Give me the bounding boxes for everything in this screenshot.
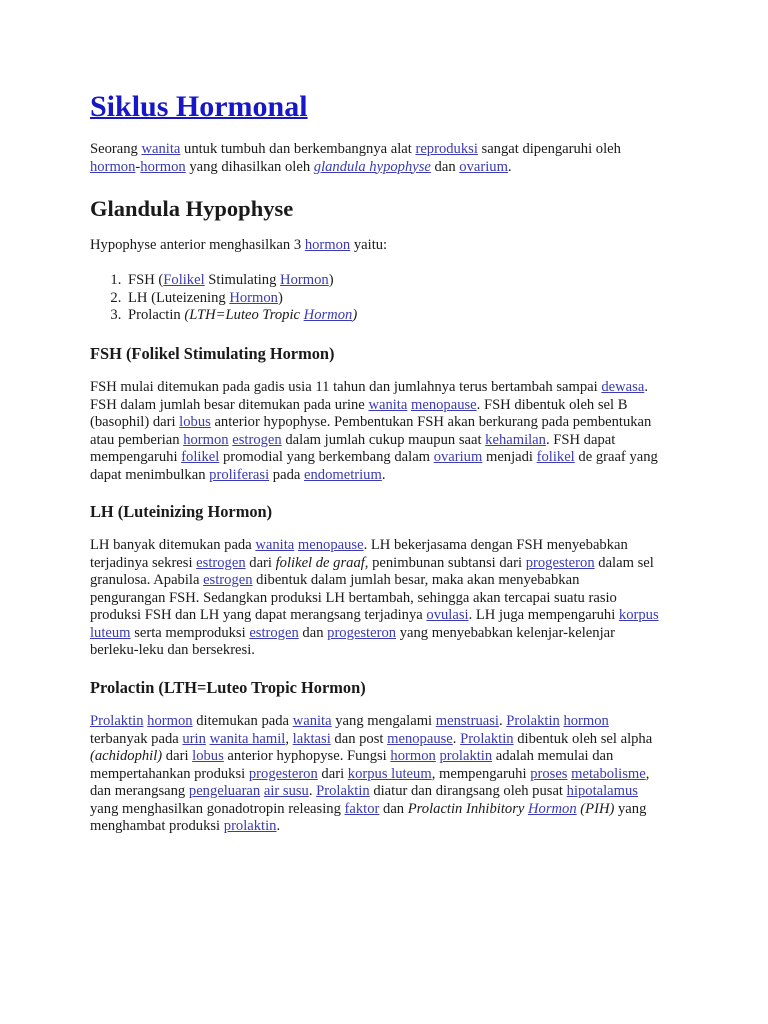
text: mempertahankan produksi bbox=[90, 765, 249, 782]
link-menopause[interactable]: menopause bbox=[387, 730, 453, 747]
heading-fsh: FSH (Folikel Stimulating Hormon) bbox=[90, 344, 335, 363]
text: pengurangan FSH. Sedangkan produksi LH bertambah, sehingga akan tercapai suatu rasio bbox=[90, 589, 617, 606]
text: . LH juga mempengaruhi bbox=[468, 607, 619, 623]
text: menjadi bbox=[482, 449, 537, 465]
link-text: Hormon bbox=[528, 800, 577, 817]
text: . FSH dibentuk oleh sel B bbox=[476, 396, 628, 413]
text: yang dihasilkan oleh bbox=[185, 158, 314, 175]
link-prolaktin[interactable]: prolaktin bbox=[439, 748, 493, 764]
link-hormon[interactable]: Hormon bbox=[280, 272, 329, 288]
link-estrogen[interactable]: estrogen bbox=[249, 624, 299, 641]
list-item-prolactin bbox=[125, 307, 357, 325]
link-hormon[interactable]: hormon bbox=[147, 713, 193, 729]
link-hormon[interactable]: hormon bbox=[183, 431, 229, 448]
text: dari bbox=[245, 554, 276, 571]
link-prolaktin[interactable]: Prolaktin bbox=[316, 783, 370, 799]
text: . bbox=[507, 158, 512, 175]
link-progesteron[interactable]: progesteron bbox=[248, 765, 318, 782]
lh-paragraph bbox=[90, 537, 690, 660]
link-lobus[interactable]: lobus bbox=[179, 414, 211, 430]
text: yang menyebabkan kelenjar-kelenjar bbox=[396, 624, 615, 641]
text: dan post bbox=[330, 730, 388, 747]
text: de graaf yang bbox=[574, 449, 658, 465]
text: yaitu: bbox=[350, 237, 388, 253]
text: dari bbox=[162, 748, 193, 764]
link-prolaktin[interactable]: Prolaktin bbox=[506, 713, 560, 729]
text: . LH bekerjasama dengan FSH menyebabkan bbox=[363, 537, 628, 553]
text: . bbox=[381, 466, 386, 483]
text: terjadinya sekresi bbox=[90, 554, 197, 571]
list-item-lh bbox=[125, 290, 357, 308]
text: untuk tumbuh dan berkembangnya alat bbox=[180, 141, 416, 157]
link-menopause[interactable]: menopause bbox=[297, 537, 364, 553]
link-progesteron[interactable]: progesteron bbox=[327, 624, 397, 641]
page-title bbox=[90, 88, 308, 126]
link-laktasi[interactable]: laktasi bbox=[292, 730, 331, 747]
link-reproduksi[interactable]: reproduksi bbox=[415, 141, 478, 157]
text: serta memproduksi bbox=[130, 624, 250, 641]
prolactin-paragraph bbox=[90, 713, 690, 836]
text: dalam jumlah cukup maupun saat bbox=[281, 431, 486, 448]
link-hormon[interactable]: hormon bbox=[563, 713, 609, 729]
text: Hypophyse anterior menghasilkan 3 bbox=[90, 237, 305, 253]
link-korpus-luteum[interactable]: korpus luteum bbox=[347, 765, 432, 782]
link-endometrium[interactable]: endometrium bbox=[304, 466, 382, 483]
link-hormon[interactable]: hormon bbox=[390, 748, 436, 764]
text: anterior hypophyse. Pembentukan FSH akan berkurang pada pembentukan bbox=[210, 414, 652, 430]
text: adalah memulai dan bbox=[492, 748, 614, 764]
text: dari bbox=[317, 765, 348, 782]
text: promodial yang berkembang dalam bbox=[219, 449, 434, 465]
link-hipotalamus[interactable]: hipotalamus bbox=[566, 783, 638, 799]
link-proliferasi[interactable]: proliferasi bbox=[209, 466, 270, 483]
link-estrogen[interactable]: estrogen bbox=[203, 572, 253, 588]
list-item-fsh bbox=[125, 272, 357, 290]
text: . bbox=[452, 730, 461, 747]
text: . bbox=[498, 713, 507, 729]
italic-text: Prolactin Inhibitory bbox=[407, 800, 528, 817]
link-lobus[interactable]: lobus bbox=[192, 748, 224, 764]
text: , penimbunan subtansi dari bbox=[364, 554, 526, 571]
link-hormon[interactable] bbox=[528, 801, 577, 817]
text: , bbox=[645, 765, 650, 782]
text: pada bbox=[269, 466, 304, 483]
link-hormon[interactable]: hormon bbox=[304, 237, 351, 253]
text: ) bbox=[328, 272, 334, 288]
italic-text: (PIH) bbox=[576, 800, 615, 817]
link-ovulasi[interactable]: ovulasi bbox=[426, 607, 469, 623]
link-prolaktin[interactable]: Prolaktin bbox=[460, 730, 514, 747]
text: granulosa. Apabila bbox=[90, 572, 204, 588]
link-estrogen[interactable]: estrogen bbox=[196, 554, 246, 571]
text: LH banyak ditemukan pada bbox=[90, 537, 256, 553]
link-menopause[interactable]: menopause bbox=[411, 396, 477, 413]
text: mempengaruhi bbox=[90, 449, 182, 465]
link-faktor[interactable]: faktor bbox=[344, 800, 380, 817]
text: , mempengaruhi bbox=[431, 765, 531, 782]
title-link[interactable]: Siklus Hormonal bbox=[90, 90, 308, 123]
italic-text: ) bbox=[352, 307, 358, 323]
text: LH (Luteizening bbox=[128, 289, 230, 306]
text: dan bbox=[430, 158, 460, 175]
link-hormon[interactable]: hormon bbox=[140, 158, 186, 175]
link-wanita[interactable]: wanita bbox=[292, 713, 332, 729]
link-menstruasi[interactable]: menstruasi bbox=[435, 713, 499, 729]
link-folikel[interactable]: Folikel bbox=[163, 272, 205, 288]
link-text: Hormon bbox=[303, 307, 353, 323]
heading-glandula-hypophyse: Glandula Hypophyse bbox=[90, 196, 294, 221]
glandula-lead-paragraph bbox=[90, 237, 690, 255]
hormone-list bbox=[90, 272, 357, 325]
text: produksi FSH dan LH yang dapat merangsang terjadinya bbox=[90, 607, 427, 623]
text: diatur dan dirangsang oleh pusat bbox=[369, 783, 567, 799]
text: yang menghasilkan gonadotropin releasing bbox=[90, 800, 345, 817]
text: terbanyak pada bbox=[90, 730, 183, 747]
text: dalam sel bbox=[594, 554, 654, 571]
text: yang mengalami bbox=[331, 713, 436, 729]
link-air-susu[interactable]: air susu bbox=[263, 783, 309, 799]
text: dan bbox=[379, 800, 408, 817]
text: ditemukan pada bbox=[192, 713, 293, 729]
link-korpus[interactable]: korpus bbox=[618, 607, 659, 623]
text: Prolactin bbox=[128, 307, 185, 323]
text: - bbox=[135, 158, 141, 175]
link-hormon[interactable]: hormon bbox=[90, 158, 136, 175]
text: sangat dipengaruhi oleh bbox=[477, 141, 621, 157]
link-dewasa[interactable]: dewasa bbox=[601, 379, 645, 395]
text: . bbox=[276, 818, 281, 834]
fsh-paragraph bbox=[90, 379, 690, 484]
text: . bbox=[644, 379, 648, 395]
text: dibentuk dalam jumlah besar, maka akan menyebabkan bbox=[252, 572, 580, 588]
link-urin[interactable]: urin bbox=[182, 730, 206, 747]
link-proses[interactable]: proses bbox=[530, 765, 568, 782]
text: Seorang bbox=[90, 141, 142, 157]
text: dan merangsang bbox=[90, 783, 189, 799]
link-luteum[interactable]: luteum bbox=[90, 624, 131, 641]
text: . bbox=[308, 783, 317, 799]
link-prolaktin[interactable]: prolaktin bbox=[223, 818, 277, 834]
text: , bbox=[285, 730, 293, 747]
link-hormon[interactable] bbox=[304, 307, 353, 323]
link-wanita[interactable]: wanita bbox=[255, 537, 295, 553]
text: dan bbox=[298, 624, 328, 641]
text: dibentuk oleh sel alpha bbox=[513, 730, 653, 747]
link-pengeluaran[interactable]: pengeluaran bbox=[188, 783, 261, 799]
link-wanita[interactable]: wanita bbox=[141, 141, 181, 157]
link-prolaktin[interactable]: Prolaktin bbox=[90, 713, 144, 729]
heading-lh: LH (Luteinizing Hormon) bbox=[90, 502, 273, 521]
link-kehamilan[interactable]: kehamilan bbox=[485, 431, 546, 448]
text: FSH ( bbox=[128, 272, 164, 288]
italic-text: folikel de graaf bbox=[275, 554, 365, 571]
link-folikel[interactable]: folikel bbox=[536, 449, 575, 465]
link-progesteron[interactable]: progesteron bbox=[525, 554, 595, 571]
link-wanita-hamil[interactable]: wanita hamil bbox=[209, 730, 286, 747]
link-glandula-hypophyse[interactable]: glandula hypophyse bbox=[313, 158, 431, 175]
text: FSH mulai ditemukan pada gadis usia 11 tahun dan jumlahnya terus bertambah sampai bbox=[90, 379, 602, 395]
text: berleku-leku dan bersekresi. bbox=[90, 642, 255, 658]
intro-paragraph bbox=[90, 141, 690, 176]
text: anterior hyphopyse. Fungsi bbox=[223, 748, 391, 764]
link-ovarium[interactable]: ovarium bbox=[433, 449, 483, 465]
text: ) bbox=[277, 289, 283, 306]
link-wanita[interactable]: wanita bbox=[368, 396, 408, 413]
link-folikel[interactable]: folikel bbox=[181, 449, 220, 465]
link-metabolisme[interactable]: metabolisme bbox=[571, 765, 646, 782]
heading-prolactin: Prolactin (LTH=Luteo Tropic Hormon) bbox=[90, 678, 366, 697]
text: (basophil) dari bbox=[90, 414, 180, 430]
text: yang bbox=[614, 800, 647, 817]
link-ovarium[interactable]: ovarium bbox=[459, 158, 508, 175]
text: dapat menimbulkan bbox=[90, 466, 210, 483]
italic-text: (LTH=Luteo Tropic bbox=[184, 307, 304, 323]
link-hormon[interactable]: Hormon bbox=[229, 289, 278, 306]
text: atau pemberian bbox=[90, 431, 184, 448]
text: . FSH dapat bbox=[545, 431, 616, 448]
link-estrogen[interactable]: estrogen bbox=[232, 431, 282, 448]
text: FSH dalam jumlah besar ditemukan pada urine bbox=[90, 396, 369, 413]
text: menghambat produksi bbox=[90, 818, 224, 834]
text: Stimulating bbox=[204, 272, 281, 288]
italic-text: (achidophil) bbox=[90, 748, 163, 764]
